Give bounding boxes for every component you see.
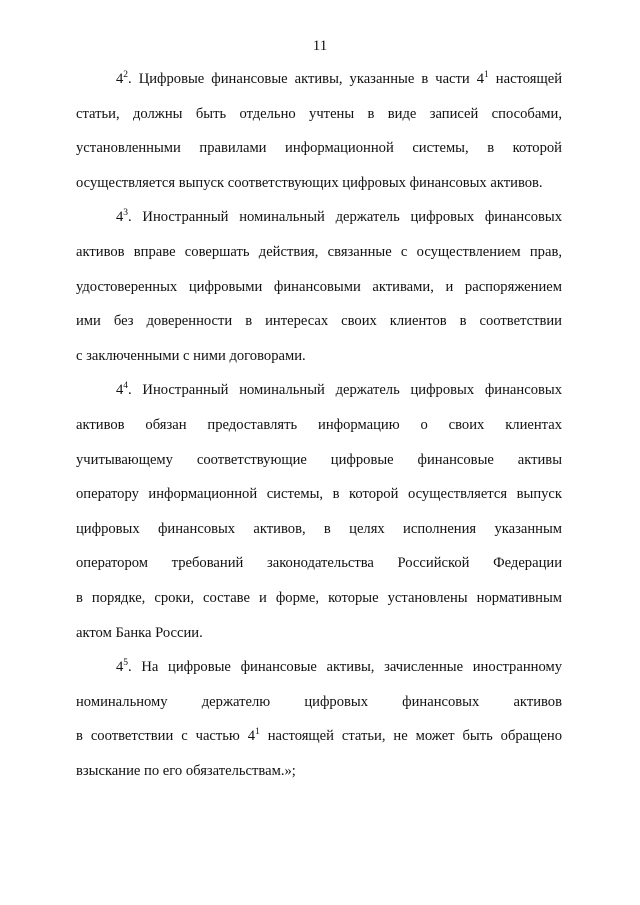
paragraph-line: активов обязан предоставлять информацию о своих клиентах [76, 416, 562, 433]
paragraph-line: активов вправе совершать действия, связанные с осуществлением прав, [76, 243, 562, 260]
paragraph-line: осуществляется выпуск соответствующих цифровых финансовых активов. [76, 174, 543, 191]
paragraph-line: в порядке, сроки, составе и форме, которые установлены нормативным [76, 589, 562, 606]
paragraph-line: актом Банка России. [76, 624, 203, 641]
paragraph-line: взыскание по его обязательствам.»; [76, 762, 296, 779]
paragraph-4-5 [76, 650, 562, 788]
document-body [76, 62, 562, 788]
paragraph-line: ими без доверенности в интересах своих клиентов в соответствии [76, 313, 562, 330]
paragraph-line: цифровых финансовых активов, в целях исполнения указанным [76, 520, 562, 537]
paragraph-line: статьи, должны быть отдельно учтены в виде записей способами, [76, 105, 562, 122]
paragraph-line: $4^4$. Иностранный номинальный держатель цифровых финансовых [116, 381, 562, 399]
paragraph-line: с заключенными с ними договорами. [76, 347, 306, 364]
paragraph-line: $4^5$. На цифровые финансовые активы, зачисленные иностранному [116, 658, 562, 676]
paragraph-line: $4^3$. Иностранный номинальный держатель цифровых финансовых [116, 208, 562, 226]
paragraph-4-4 [76, 373, 562, 650]
paragraph-line: учитывающему соответствующие цифровые финансовые активы [76, 451, 562, 468]
paragraph-4-2 [76, 62, 562, 200]
paragraph-label: $4^2$ [116, 70, 129, 87]
paragraph-4-3 [76, 200, 562, 373]
paragraph-line: в соответствии с частью $4^1$ настоящей статьи, не может быть обращено [76, 727, 562, 745]
page-number: 11 [312, 38, 328, 54]
paragraph-line: удостоверенных цифровыми финансовыми активами, и распоряжением [76, 278, 562, 295]
paragraph-line: номинальному держателю цифровых финансовых активов [76, 693, 562, 710]
paragraph-line: $4^2$. Цифровые финансовые активы, указанные в части $4^1$ настоящей [116, 70, 562, 87]
paragraph-line: оператору информационной системы, в которой осуществляется выпуск [76, 486, 562, 503]
paragraph-line: оператором требований законодательства Российской Федерации [76, 555, 562, 572]
paragraph-label: $4^4$ [116, 381, 129, 399]
paragraph-line: установленными правилами информационной системы, в которой [76, 140, 562, 157]
paragraph-label: $4^5$ [116, 658, 129, 676]
paragraph-label: $4^3$ [116, 208, 129, 226]
